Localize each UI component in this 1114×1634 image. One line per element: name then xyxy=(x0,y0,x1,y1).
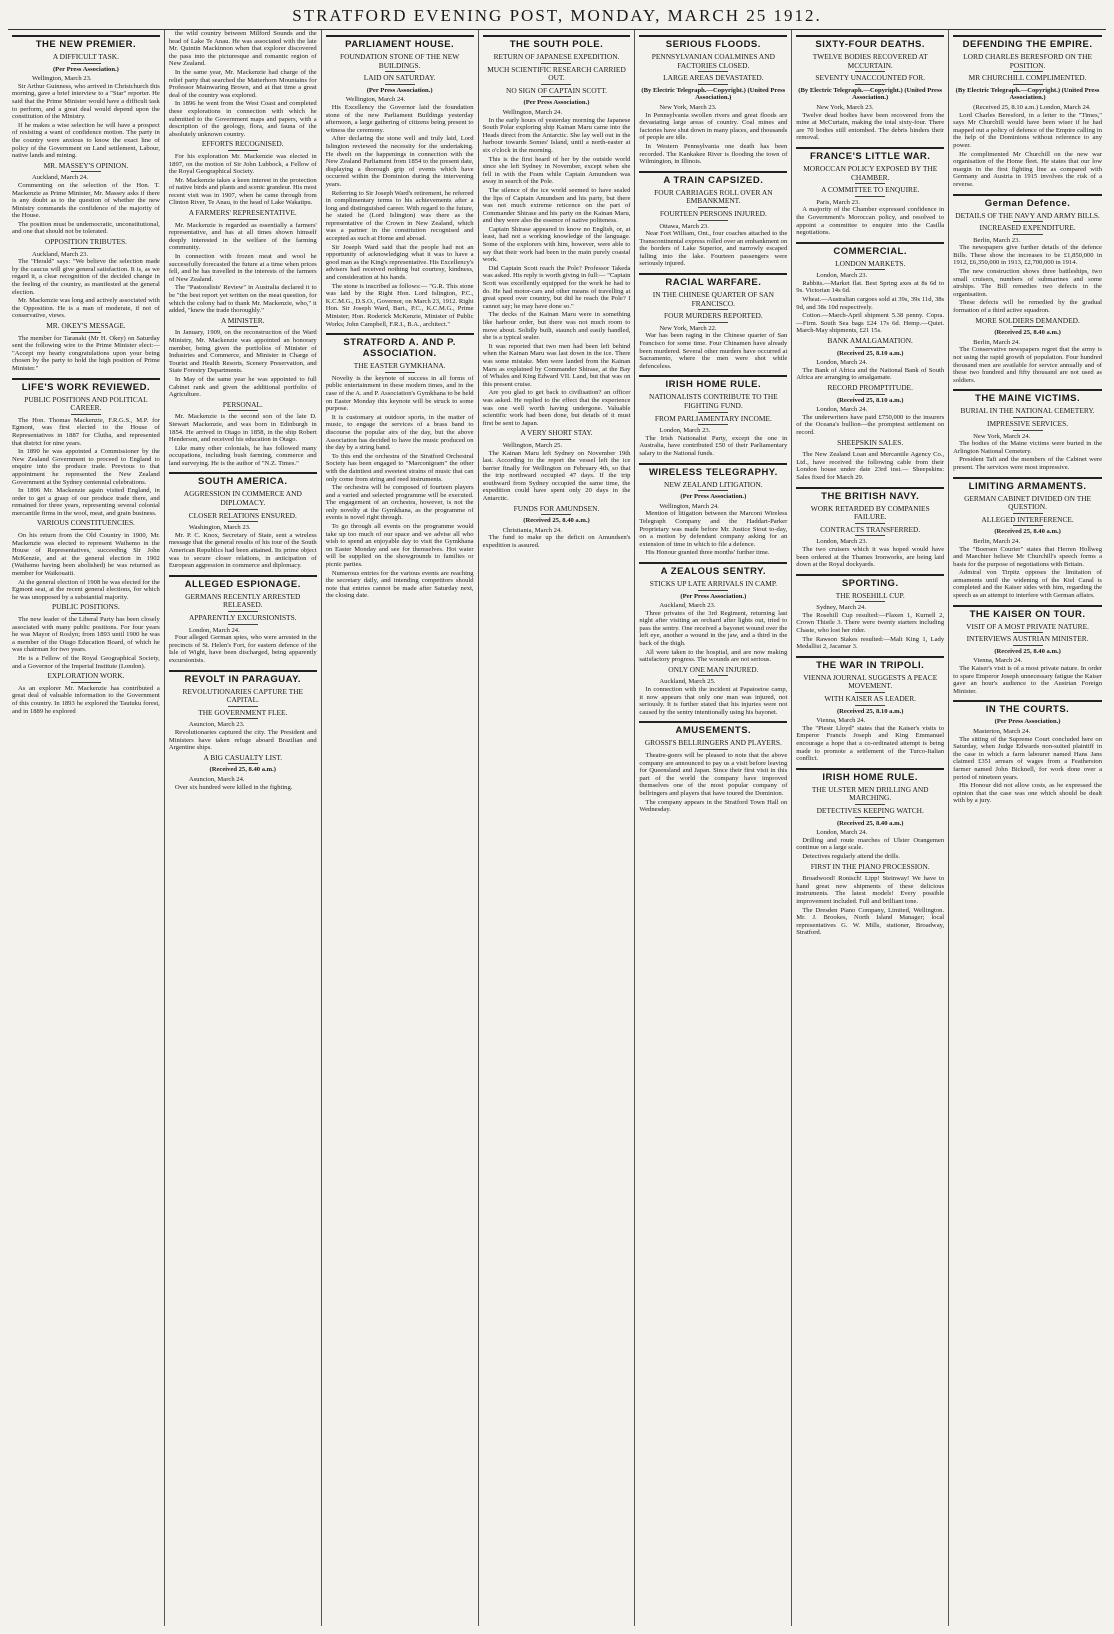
article-dateline: Wellington, March 24. xyxy=(502,108,563,116)
article-subheading: INCREASED EXPENDITURE. xyxy=(953,224,1102,235)
article-paragraph: The orchestra will be composed of fourteen players and a varied and selected programme will be executed. The engagement of an orchestra, however, is not the only novelty at the Gymkhana, as the programme of events is novel right through. xyxy=(325,484,474,522)
article xyxy=(169,754,317,791)
article xyxy=(12,519,160,601)
article-paragraph: Rabbits.—Market flat. Best Spring axes at 8s 6d to 9s. Victorian 14s 6d. xyxy=(796,279,945,295)
article xyxy=(12,672,160,715)
article-heading: REVOLT IN PARAGUAY. xyxy=(169,670,317,685)
article-byline: (Per Press Association.) xyxy=(680,493,747,501)
article-heading: IRISH HOME RULE. xyxy=(639,375,787,390)
article-paragraph: The member for Taranaki (Mr H. Okey) on Saturday sent the following wire to the Prime Minister elect:— "Accept my hearty congratulations upon your being chosen by the party to hold the high position of Prime Minister." xyxy=(12,334,160,372)
article-heading: THE KAISER ON TOUR. xyxy=(953,605,1102,620)
article-subheading: FIRST IN THE PIANO PROCESSION. xyxy=(796,863,944,874)
article xyxy=(169,670,317,752)
article-paragraph: Admiral von Tirpitz opposes the limitation of armaments until the widening of the Kiel Canal is completed and the Kaiser sides with him, regarding the speech as an attempt to interfere with German affairs. xyxy=(953,569,1102,600)
article-dateline: New York, March 23. xyxy=(816,103,874,111)
article-heading: SIXTY-FOUR DEATHS. xyxy=(796,35,944,50)
article-byline: (Per Press Association.) xyxy=(680,592,747,600)
column-6 xyxy=(792,30,949,1626)
article-subheading: TWELVE BODIES RECOVERED AT MCCURTAIN. xyxy=(796,53,944,72)
article-heading: AMUSEMENTS. xyxy=(639,721,787,736)
article-dateline: Paris, March 23. xyxy=(816,198,860,206)
article xyxy=(169,30,317,138)
article-paragraph: Sir Joseph Ward said that the people had not an opportunity of acknowledging what it was to have a good man as the King's representative. His Excellency's advisers had received nothing but courtesy, kindness, and consideration at his hands. xyxy=(325,243,474,282)
columns xyxy=(8,30,1106,1626)
article-byline: (Received 25, 8.40 a.m.) xyxy=(209,766,276,774)
article-dateline: Vienna, March 24. xyxy=(973,657,1023,665)
article-subheading: STICKS UP LATE ARRIVALS IN CAMP. xyxy=(639,580,787,591)
article-dateline: London, March 24. xyxy=(188,626,240,634)
article-dateline: Auckland, March 23. xyxy=(32,250,89,258)
article-paragraph: The New Zealand Loan and Mercantile Agency Co., Ltd., have received the following cable from their London house under date 23rd inst.— Sheepskins: Sales fixed for March 29. xyxy=(796,451,945,481)
article-byline: (By Electric Telegraph.—Copyright.) (United Press Association.) xyxy=(641,86,786,102)
article-dateline: London, March 24. xyxy=(816,406,868,414)
article xyxy=(796,35,944,142)
article-subheading: A FARMERS' REPRESENTATIVE. xyxy=(169,209,317,220)
article xyxy=(12,35,160,160)
article-paragraph: After declaring the stone well and truly laid, Lord Islington reviewed the necessity for the undertaking. He dwelt on the happenings in connection with the New Zealand Parliament from 1854 to the present date, displaying a thorough grip of events which have occurred within the Dominion during the intervening years. xyxy=(325,135,474,188)
article-paragraph: Over six hundred were killed in the fighting. xyxy=(174,783,293,791)
article-dateline: New York, March 23. xyxy=(659,103,717,111)
article xyxy=(953,477,1102,600)
article-paragraph: Broadwood! Ronisch! Lipp! Steinway! We have to hand great new shipments of these delicious instruments. The latest models! Every possible improvement included. Full and brilliant tone. xyxy=(796,875,945,905)
article-paragraph: Did Captain Scott reach the Pole? Professor Takeda was asked. His reply is worth giving in full:— "Captain Scott was excellently equipped for the work he had to do. He had motor-cars and other means of travelling at great speed over country, but did he reach the Pole? I cannot say; he may have done so." xyxy=(482,264,631,310)
article-heading: SPORTING. xyxy=(796,574,944,589)
article xyxy=(639,562,787,664)
article-heading: WIRELESS TELEGRAPHY. xyxy=(639,463,787,478)
masthead: STRATFORD EVENING POST, MONDAY, MARCH 25 1912. xyxy=(8,4,1106,30)
column-2 xyxy=(165,30,322,1626)
article-paragraph: Revolutionaries captured the city. The President and Ministers have taken refuge aboard Brazilian and Argentine ships. xyxy=(168,728,317,752)
article-subheading: MR. MASSEY'S OPINION. xyxy=(12,162,160,173)
article-dateline: Wellington, March 23. xyxy=(32,75,92,83)
article-paragraph: the wild country between Milford Sounds and the head of Lake Te Anau. He was associated with the late Mr. Quintin Mackinnon when that explorer discovered the pass into the picturesque and romantic region of New Zealand. xyxy=(168,30,317,68)
article-dateline: Wellington, March 24. xyxy=(345,96,406,104)
article-subheading: NATIONALISTS CONTRIBUTE TO THE FIGHTING FUND. xyxy=(639,393,787,412)
article xyxy=(483,505,631,550)
article-heading: A TRAIN CAPSIZED. xyxy=(639,171,787,186)
article-subheading: A MINISTER. xyxy=(169,317,317,328)
article-paragraph: All were taken to the hospital, and are now making satisfactory progress. The wounds are not serious. xyxy=(639,648,788,664)
article-paragraph: Mr. Mackenzie is the second son of the late D. Stewart Mackenzie, and was born in Edinburgh in 1854. He arrived in Otago in 1858, in the ship Robert Henderson, and received his education in Otago. xyxy=(168,413,317,444)
article-paragraph: At the general election of 1908 he was elected for the Egmont seat, at the recent general elections, for which he was unopposed by a substantial majority. xyxy=(12,578,160,601)
article xyxy=(639,273,787,370)
article-paragraph: The bodies of the Maine victims were buried in the Arlington National Cemetery. xyxy=(953,440,1102,455)
article-paragraph: A majority of the Chamber expressed confidence in the Government's Moroccan policy, and resolved to appoint a committee to enquire into the Casilla negotiations. xyxy=(796,206,945,237)
article-paragraph: The Dresden Piano Company, Limited, Wellington. Mr. J. Brookes, North Island Manager; local representatives G. W. Mills, stationer, Broadway, Stratford. xyxy=(796,906,945,937)
article xyxy=(953,194,1102,315)
article-paragraph: Theatre-goers will be pleased to note that the above company are announced to pay us a visit before leaving for Queensland and Japan. Since their first visit in this part of the world the company have improved themselves one of the most popular company of bellringers and players that have toured the Dominion. xyxy=(639,752,788,797)
article xyxy=(169,401,317,468)
article-paragraph: This is the first heard of her by the outside world since she left Sydney in November, except when she fell in with the Fram while Captain Amundsen was away in search of the Pole. xyxy=(482,155,631,186)
article-dateline: Auckland, March 23. xyxy=(659,602,716,610)
article-paragraph: The "Piestr Lloyd" states that the Kaiser's visits to Emperor Francis Joseph and King Emmanuel encourage a hope that a co-ordinated attempt is being made to promote a settlement of the Turco-Italian conflict. xyxy=(796,724,945,763)
article-dateline: London, March 24. xyxy=(816,359,868,367)
article-byline: (By Electric Telegraph.—Copyright.) (United Press Association.) xyxy=(955,86,1100,102)
article-paragraph: If he makes a wise selection he will have a prospect of resisting a want of confidence motion. The party in the country were anxious to know the exact line of policy of the Government on Land settlement, Labour, native lands and mining. xyxy=(12,121,160,160)
article-subheading: PERSONAL. xyxy=(169,401,317,412)
article xyxy=(953,700,1102,805)
article-heading: LIFE'S WORK REVIEWED. xyxy=(12,378,160,393)
article-paragraph: The silence of the ice world seemed to have sealed the lips of Captain Amundsen and his party, but there was not much extreme reticence on the part of Commander Shirase and his party on the Kainan Maru, and they were also the essence of native politeness. xyxy=(482,186,631,225)
article-subheading: BURIAL IN THE NATIONAL CEMETERY. xyxy=(953,407,1102,418)
article-paragraph: Wheat.—Australian cargoes sold at 39s, 39s 11d, 38s 9d, and 38s 10d respectively. xyxy=(796,296,945,311)
article-subheading: FOURTEEN PERSONS INJURED. xyxy=(639,210,787,221)
article-paragraph: His Honour did not allow costs, as he expressed the opinion that the case was one which should be dealt with by a jury. xyxy=(953,782,1102,805)
article xyxy=(169,472,317,569)
article-dateline: Wellington, March 25. xyxy=(502,441,563,449)
article-subheading: APPARENTLY EXCURSIONISTS. xyxy=(169,614,317,625)
article-dateline: Wellington, March 24. xyxy=(659,502,719,510)
article-subheading: GERMANS RECENTLY ARRESTED RELEASED. xyxy=(169,593,317,612)
article-paragraph: Novelty is the keynote of success in all forms of public entertainment in these modern times, and in the case of the A. and P. Association's Gymkhana to be held on Easter Monday this keynote will be struck to some purpose. xyxy=(325,374,474,413)
article xyxy=(169,575,317,665)
article-dateline: (Received 25, 8.10 a.m.) London, March 24. xyxy=(973,103,1091,111)
article-heading: German Defence. xyxy=(953,194,1102,209)
article-subheading: AGGRESSION IN COMMERCE AND DIPLOMACY. xyxy=(169,490,317,509)
article-subheading: MOROCCAN POLICY EXPOSED BY THE CHAMBER. xyxy=(796,165,944,184)
article xyxy=(796,574,944,651)
article-heading: STRATFORD A. AND P. ASSOCIATION. xyxy=(326,333,474,359)
article-subheading: LONDON MARKETS. xyxy=(796,260,944,271)
article xyxy=(169,140,317,207)
article-dateline: Berlin, March 23. xyxy=(973,236,1021,244)
article-paragraph: For his exploration Mr. Mackenzie was elected in 1897, on the motion of Sir John Lubbock, a Fellow of the Royal Geographical Society. xyxy=(168,152,317,176)
article xyxy=(953,389,1102,471)
article-subheading: CLOSER RELATIONS ENSURED. xyxy=(169,512,317,523)
article-heading: SERIOUS FLOODS. xyxy=(639,35,787,50)
article-paragraph: The "Pastoralists' Review" in Australia declared it to be "the best report yet written on the meat question, for which the colony had to thank Mr. Mackenzie, who," it added, "knew the trade thoroughly." xyxy=(168,284,317,315)
article-subheading: SHEEPSKIN SALES. xyxy=(796,439,944,450)
article-paragraph: The Rosehill Cup resulted:—Flaxen 1, Kurnell 2, Crown Thistle 3. There were twenty starters including Chaste, who lost her rider. xyxy=(796,611,945,635)
article-paragraph: Captain Shirase appeared to know no English, or, at least, had not a working knowledge of the language. Some of the explorers with him, however, were able to say that their work had been in the main purely coastal work. xyxy=(482,225,631,264)
article-paragraph: The Bank of Africa and the National Bank of South Africa are arranging to amalgamate. xyxy=(796,366,945,382)
article-paragraph: Cotton.—March-April shipment 5.38 penny. Copra.—Firm. South Sea bags £24 17s 6d. Hemp.—Quiet. March-May shipments, £21 15s. xyxy=(796,312,945,335)
article-subheading: INTERVIEWS AUSTRIAN MINISTER. xyxy=(953,635,1102,646)
article-subheading: SEVENTY UNACCOUNTED FOR. xyxy=(796,74,944,85)
article-subheading: A VERY SHORT STAY. xyxy=(483,429,631,440)
article xyxy=(639,666,787,717)
article-paragraph: Mention of litigation between the Marconi Wireless Telegraph Company and the Haddart-Parker Proprietary was made before Mr. Justice Stout to-day, on a motion by defendant company asking for an extension of time in which to file a defence. xyxy=(639,510,788,548)
article-dateline: Masterton, March 24. xyxy=(973,728,1031,735)
article-subheading: VIENNA JOURNAL SUGGESTS A PEACE MOVEMENT. xyxy=(796,674,944,693)
article-paragraph: The Kainan Maru left Sydney on November 19th last. According to the report the vessel left the ice barrier finally for Wellington on February 4th, so that the trip northward occupied 47 days. If the trip southward from Sydney occupied the same time, the expedition could have spent only 20 days in the Antarctic. xyxy=(482,449,631,503)
article-subheading: A DIFFICULT TASK. xyxy=(12,53,160,64)
article-subheading: FOUR CARRIAGES ROLL OVER AN EMBANKMENT. xyxy=(639,189,787,208)
article-paragraph: The "Herald" says: "We believe the selection made by the caucus will give general satisfaction. It is, as we regard it, a clear recognition of the decided change in the feeling of the country, as manifested at the general election. xyxy=(12,258,160,296)
article-subheading: FUNDS FOR AMUNDSEN. xyxy=(483,505,631,516)
article-subheading: VISIT OF A MOST PRIVATE NATURE. xyxy=(953,623,1102,634)
article-dateline: Washington, March 23. xyxy=(188,524,251,532)
article-paragraph: In Western Pennsylvania one death has been recorded. The Kankakee River is flooding the town of Wilmington, in Illinois. xyxy=(639,142,788,166)
article-subheading: RECORD PROMPTITUDE. xyxy=(796,384,944,395)
article xyxy=(796,487,944,569)
article-byline: (By Electric Telegraph.—Copyright.) (United Press Association.) xyxy=(798,86,943,102)
article-subheading: FOUR MURDERS REPORTED. xyxy=(639,312,787,323)
article xyxy=(483,429,631,502)
article xyxy=(169,209,317,315)
article-paragraph: In the early hours of yesterday morning the Japanese South Polar exploring ship Kainan Maru came into the Heads direct from the Antarctic. She lay well out in the harbour towards Somes' Island, until a north-easter at six o'clock in the morning. xyxy=(482,116,631,154)
article-paragraph: Referring to Sir Joseph Ward's retirement, he referred in complimentary terms to his achievements after a long and distinguished career. With regard to the future, he stated he (Lord Islington) was there as the representative of the Crown in New Zealand, which was a partner in the constitution recognised and accepted as such at Home and abroad. xyxy=(325,189,474,243)
article-subheading: FOUNDATION STONE OF THE NEW BUILDINGS. xyxy=(326,53,474,72)
article-heading: LIMITING ARMAMENTS. xyxy=(953,477,1102,492)
article-paragraph: The sitting of the Supreme Court concluded here on Saturday, when Judge Edwards non-suited plaintiff in the case in which a farm labourer named Hans Jans claimed £351 arrears of wages from a Featherston farmer named John Bicknell, for work done over a period of nineteen years. xyxy=(953,735,1102,781)
article-byline: (Received 25, 8.40 a.m.) xyxy=(994,528,1061,536)
article-dateline: Berlin, March 24. xyxy=(973,338,1021,346)
article-paragraph: His Honour granted three months' further time. xyxy=(645,549,770,557)
article-byline: (Received 25, 8.10 a.m.) xyxy=(836,396,904,404)
article xyxy=(639,463,787,557)
article-subheading: PUBLIC POSITIONS. xyxy=(12,603,160,614)
article-subheading: LAID ON SATURDAY. xyxy=(326,74,474,85)
article-paragraph: On his return from the Old Country in 1900, Mr. Mackenzie was elected to represent Waihemo in the House of Representatives, succeeding Sir John McKenzie, and at the general election in 1902 (Waihemo having been abolished) he was returned as member for Waikouaiti. xyxy=(12,532,160,578)
article-subheading: PENNSYLVANIAN COALMINES AND FACTORIES CLOSED. xyxy=(639,53,787,72)
article-paragraph: The newspapers give further details of the defence Bills. These show the increases to be £1,850,000 in 1912, £6,350,000 in 1913, £2,700,000 in 1914. xyxy=(953,244,1102,267)
article-subheading: MR CHURCHILL COMPLIMENTED. xyxy=(953,74,1102,85)
article-dateline: New York, March 22. xyxy=(659,324,717,332)
article-heading: THE BRITISH NAVY. xyxy=(796,487,944,502)
article-heading: THE NEW PREMIER. xyxy=(12,35,160,50)
article xyxy=(639,721,787,813)
article xyxy=(953,35,1102,189)
article-paragraph: President Taft and the members of the Cabinet were present. The services were most impressive. xyxy=(953,456,1102,471)
article-subheading: BANK AMALGAMATION. xyxy=(796,337,944,348)
article-paragraph: The Rawson Stakes resulted:—Malt King 1, Lady Medallist 2, Jacamar 3. xyxy=(796,635,945,651)
article-paragraph: To this end the orchestra of the Stratford Orchestral Society has been engaged to "Marconigram" the other with the daintiest and sweetest strains of music that can only come from string and reed instruments. xyxy=(325,452,474,483)
article-paragraph: Mr. Mackenzie is regarded as essentially a farmers' representative, and has at all times shown himself deeply interested in the welfare of the farming community. xyxy=(168,221,317,252)
article-dateline: New York, March 24. xyxy=(973,432,1031,440)
article-dateline: London, March 24. xyxy=(816,829,868,837)
article-byline: (Per Press Association.) xyxy=(994,718,1061,726)
article-paragraph: Are you glad to get back to civilisation? an officer was asked. He replied to the effect that the experience was one well worth having undergone. Valuable scientific work had been done, but details of it must first be sent to Japan. xyxy=(482,389,631,427)
article-paragraph: It was reported that two men had been left behind when the Kainan Maru was last down in the ice. There was some mistake. Men were landed from the Kainan Maru as explained by Commander Shirase, at the Bay of Whales and King Edward VII. Land, but that was on this present cruise. xyxy=(482,342,631,388)
article-paragraph: Three privates of the 3rd Regiment, returning last night after visiting an orchard after lights out, tried to pass the sentry. One received a bayonet wound over the left eye, another a wound in the jaw, and a third in the back of the thigh. xyxy=(639,609,788,648)
article-dateline: London, March 23. xyxy=(816,538,868,546)
article-dateline: London, March 23. xyxy=(659,427,711,435)
article-subheading: REVOLUTIONARIES CAPTURE THE CAPITAL. xyxy=(169,688,317,707)
article xyxy=(639,35,787,166)
article-dateline: Ottawa, March 23. xyxy=(659,222,709,230)
article-paragraph: The Irish Nationalist Party, except the one in Australia, have contributed £50 of their Parliamentary salary to the National funds. xyxy=(639,434,788,457)
article xyxy=(796,863,944,937)
article-subheading: THE EASTER GYMKHANA. xyxy=(326,362,474,373)
article-paragraph: The Conservative newspapers regret that the army is not using the rapid growth of population. Four hundred thousand men are available for service annually and of these two hundred and fifty thousand are not used as soldiers. xyxy=(953,346,1102,384)
article xyxy=(796,147,944,237)
article-paragraph: Lord Charles Beresford, in a letter to the "Times," says Mr Churchill would have been wiser if he had mapped out a policy of defence of the Empire calling in the help of the Dominions without reference to any power. xyxy=(953,111,1102,149)
article-subheading: VARIOUS CONSTITUENCIES. xyxy=(12,519,160,530)
article-paragraph: In connection with the incident at Papatoetoe camp, it now appears that only one man was injured, not seriously. It is further stated that his injuries were not caused by the sentry intentionally using his bayonet. xyxy=(639,686,788,716)
article-heading: THE MAINE VICTIMS. xyxy=(953,389,1102,404)
article-heading: THE SOUTH POLE. xyxy=(483,35,631,50)
article-subheading: GROSSI'S BELLRINGERS AND PLAYERS. xyxy=(639,739,787,750)
article-paragraph: In 1896 Mr. Mackenzie again visited England, in order to get a grasp of our produce trade there, and remained for three years, representing several colonial mercantile firms in the wool, meat, and grain business. xyxy=(12,487,160,517)
article-paragraph: War has been raging in the Chinese quarter of San Francisco for some time. Four Chinamen have already been murdered. Several other murders have occurred at Sacramento, where the men were shot while defenceless. xyxy=(639,332,788,370)
article-heading: A ZEALOUS SENTRY. xyxy=(639,562,787,577)
article xyxy=(483,35,631,427)
column-7 xyxy=(949,30,1106,1626)
article-paragraph: It is customary at outdoor sports, in the matter of music, to engage the services of a brass band to discourse the popular airs of the day, but the above Association has decided to have the music produced on the day by a string band. xyxy=(325,413,474,452)
article-paragraph: Commenting on the selection of the Hon. T. Mackenzie as Prime Minister, Mr. Massey asks if there is any doubt as to the question of whether the new Ministry commands the confidence of the majority of the House. xyxy=(12,181,160,220)
article-subheading: LARGE AREAS DEVASTATED. xyxy=(639,74,787,85)
article-dateline: Auckland, March 24. xyxy=(32,174,89,182)
article-heading: ALLEGED ESPIONAGE. xyxy=(169,575,317,590)
article xyxy=(12,603,160,670)
article-paragraph: Four alleged German spies, who were arrested in the precincts of St. Helen's Fort, for eastern defence of the Isle of Wight, have been discharged, being apparently excursionists. xyxy=(168,634,317,664)
article-paragraph: The Hon. Thomas Mackenzie, F.R.G.S., M.P. for Egmont, was first elected to the House of Representatives in 1887 for Clutha, and represented that district for nine years. xyxy=(12,416,160,447)
article-paragraph: The company appears in the Stratford Town Hall on Wednesday. xyxy=(639,798,788,814)
article-subheading: NEW ZEALAND LITIGATION. xyxy=(639,481,787,492)
article-byline: (Received 25, 8.10 a.m.) xyxy=(836,707,904,715)
article-paragraph: The Kaiser's visit is of a most private nature. In order to spare Emperor Joseph unnecessary fatigue the Kaiser gave an hour's audience to the Austrian Foreign Minister. xyxy=(953,665,1102,695)
article-paragraph: Mr. Mackenzie was long and actively associated with the Opposition. He is a man of moderate, if not of conservative, views. xyxy=(12,297,160,320)
article xyxy=(796,337,944,382)
article-dateline: Sydney, March 24. xyxy=(816,604,867,612)
article-subheading: CONTRACTS TRANSFERRED. xyxy=(796,526,944,537)
article-byline: (Received 25, 8.40 a.m.) xyxy=(523,517,590,525)
article xyxy=(326,35,474,328)
column-1 xyxy=(8,30,165,1626)
article-subheading: RETURN OF JAPANESE EXPEDITION. xyxy=(483,53,631,64)
article-subheading: MR. OKEY'S MESSAGE. xyxy=(12,322,160,333)
article-dateline: Vienna, March 24. xyxy=(816,717,866,725)
article-paragraph: Drilling and route marches of Ulster Orangemen continue on a large scale. xyxy=(796,836,945,852)
article-paragraph: As an explorer Mr. Mackenzie has contributed a great deal of valuable information to the Government of this country. In 1893 he explored the Tautuku forest, and in 1889 he explored xyxy=(12,684,160,715)
article-heading: DEFENDING THE EMPIRE. xyxy=(953,35,1102,50)
article-paragraph: The position must be undemocratic, unconstitutional, and one that should not be tolerated. xyxy=(12,220,160,236)
article-subheading: DETAILS OF THE NAVY AND ARMY BILLS. xyxy=(953,212,1102,223)
column-5 xyxy=(635,30,792,1626)
article-byline: (Received 25, 8.40 a.m.) xyxy=(994,329,1061,337)
article-paragraph: The stone is inscribed as follows:— "G.R. This stone was laid by the Right Hon. Lord Islington, P.C., K.C.M.G., D.S.O., Governor, on March 23, 1912. Right Hon. Sir Joseph Ward, Bart., P.C., K.C.M.G., Prime Minister; Hon. Roderick McKenzie, Minister of Public Works; John Campbell, F.R.I., B.A., architect." xyxy=(325,282,474,328)
article-subheading: PUBLIC POSITIONS AND POLITICAL CAREER. xyxy=(12,396,160,415)
article-subheading: A BIG CASUALTY LIST. xyxy=(169,754,317,765)
article-dateline: London, March 23. xyxy=(816,272,868,280)
article-paragraph: In 1890 he was appointed a Commissioner by the New Zealand Government to proceed to England to enquire into the produce trade. Previous to that appointment he represented the New Zealand Government at the Sydney centennial celebrations. xyxy=(12,448,160,486)
article xyxy=(12,322,160,373)
article xyxy=(796,656,944,763)
article-dateline: Asuncion, March 23. xyxy=(188,721,245,729)
article-paragraph: His Excellency the Governor laid the foundation stone of the new Parliament Buildings yesterday afternoon, a large gathering of citizens being present to witness the ceremony. xyxy=(325,103,474,134)
article-paragraph: Numerous entries for the various events are reaching the secretary daily, and intending competitors should note that entries cannot be made after Saturday next, the closing date. xyxy=(325,569,474,600)
article-heading: THE WAR IN TRIPOLI. xyxy=(796,656,944,671)
column-3 xyxy=(322,30,479,1626)
article xyxy=(796,384,944,437)
article-byline: (Received 25, 8.40 a.m.) xyxy=(994,647,1061,655)
article-paragraph: Mr. Mackenzie takes a keen interest in the protection of native birds and plants and scenic grandeur. His most recent visit was in 1907, when he came through from Clinton River, Te Anau, to the head of Lake Wakatipu. xyxy=(168,176,317,207)
article-dateline: Auckland, March 25. xyxy=(659,678,716,686)
article-paragraph: He complimented Mr Churchill on the new war organisation of the Home fleet. He states that our low margin in the first fighting line as compared with Germany and Austria in 1915 involves the risk of a reverse. xyxy=(953,150,1102,188)
article-subheading: MUCH SCIENTIFIC RESEARCH CARRIED OUT. xyxy=(483,66,631,85)
article xyxy=(12,162,160,236)
article-paragraph: The new leader of the Liberal Party has been closely associated with many public positions. For four years he was Mayor of Roslyn; from 1893 until 1900 he was a member of the Otago Education Board, of which he was chairman for two years. xyxy=(12,616,160,654)
article-subheading: GERMAN CABINET DIVIDED ON THE QUESTION. xyxy=(953,495,1102,514)
article xyxy=(639,375,787,457)
article-paragraph: Like many other colonials, he has followed many occupations, including bush farming, commerce and land surveying. He is the author of "N.Z. Times." xyxy=(168,444,317,467)
article-subheading: WITH KAISER AS LEADER. xyxy=(796,695,944,706)
article-subheading: THE ULSTER MEN DRILLING AND MARCHING. xyxy=(796,786,944,805)
article-heading: IN THE COURTS. xyxy=(953,700,1102,715)
article-byline: (Per Press Association.) xyxy=(366,86,433,94)
article-subheading: IMPRESSIVE SERVICES. xyxy=(953,420,1102,431)
article-heading: SOUTH AMERICA. xyxy=(169,472,317,487)
article xyxy=(953,605,1102,696)
article-subheading: LORD CHARLES BERESFORD ON THE POSITION. xyxy=(953,53,1102,72)
article-byline: (Received 25, 8.40 a.m.) xyxy=(836,819,904,827)
article-subheading: THE ROSEHILL CUP. xyxy=(796,592,944,603)
article xyxy=(639,171,787,268)
article-paragraph: In January, 1909, on the reconstruction of the Ward Ministry, Mr. Mackenzie was appointed an honorary member, being given the portfolios of Minister of Industries and Commerce, and Minister in Charge of Tourist and Health Resorts, Scenery Preservation, and State Forestry Departments. xyxy=(168,329,317,375)
article xyxy=(796,242,944,335)
article-paragraph: To go through all events on the programme would take up too much of our space and we advise all who wish to spend an enjoyable day to visit the Gymkhana on Easter Monday and see for themselves. Hot water will be supplied on the showgrounds to families or picnic parties. xyxy=(325,523,474,569)
article-subheading: DETECTIVES KEEPING WATCH. xyxy=(796,807,944,818)
article-paragraph: Twelve dead bodies have been recovered from the mine at McCurtain, making the total sixty-four. There are 70 bodies still entombed. The debris hinders their removal. xyxy=(796,111,945,142)
article xyxy=(12,378,160,518)
article-paragraph: Sir Arthur Guinness, who arrived in Christchurch this morning, gave a brief interview to a "Star" reporter. He said that the Prime Minister would have a difficult task to perform, and a great deal would depend upon the constitution of the Ministry. xyxy=(12,82,160,121)
article-byline: (Per Press Association.) xyxy=(523,99,590,107)
article-paragraph: In Pennsylvania swollen rivers and great floods are devastating large areas of country. Coal mines and factories have shut down in many places, and thousands of people are idle. xyxy=(639,111,788,142)
article xyxy=(12,238,160,320)
article-subheading: ALLEGED INTERFERENCE. xyxy=(953,516,1102,527)
article-subheading: IN THE CHINESE QUARTER OF SAN FRANCISCO. xyxy=(639,291,787,310)
article-paragraph: The underwriters have paid £750,000 to the insurers of the Oceana's bullion—the promptest settlement on record. xyxy=(796,413,945,436)
article-heading: FRANCE'S LITTLE WAR. xyxy=(796,147,944,162)
article-byline: (Per Press Association.) xyxy=(52,65,119,73)
article xyxy=(796,768,944,861)
article-dateline: Berlin, March 24. xyxy=(973,537,1021,545)
article-dateline: Christiania, March 24. xyxy=(502,526,562,534)
article-paragraph: In May of the same year he was appointed to full Cabinet rank and given the additional portfolio of Agriculture. xyxy=(168,375,317,399)
article xyxy=(326,333,474,600)
article-paragraph: In 1896 he went from the West Coast and completed these explorations in connection with which he submitted to the Government maps and papers, with a description of the geology, flora, and fauna of the absolutely unknown country. xyxy=(168,100,317,138)
column-4 xyxy=(479,30,636,1626)
article-subheading: MORE SOLDIERS DEMANDED. xyxy=(953,317,1102,328)
article-paragraph: The decks of the Kainan Maru were in something like harbour order, but there was not much room to move about. Solidly built, staunch and easily handled, she is a typical sealer. xyxy=(482,311,631,342)
article-byline: (Received 25, 8.10 a.m.) xyxy=(836,349,904,357)
article-dateline: Asuncion, March 24. xyxy=(188,775,245,783)
article-paragraph: The two cruisers which it was hoped would have been ordered at the Thames Ironworks, are being laid down at the Royal dockyards. xyxy=(796,545,945,569)
article xyxy=(796,439,944,482)
article-paragraph: The "Boersen Courier" states that Herren Hollweg and Maechter believe Mr Churchill's speech forms a basis for the purpose of negotiations with Britain. xyxy=(953,545,1102,568)
article-paragraph: Detectives regularly attend the drills. xyxy=(802,852,900,860)
article xyxy=(953,317,1102,385)
article-paragraph: The fund to make up the deficit on Amundsen's expedition is assured. xyxy=(482,534,631,550)
article-heading: IRISH HOME RULE. xyxy=(796,768,944,783)
article-paragraph: He is a Fellow of the Royal Geographical Society, and a Governor of the Imperial Institute (London). xyxy=(12,654,160,670)
article-heading: RACIAL WARFARE. xyxy=(639,273,787,288)
article-subheading: NO SIGN OF CAPTAIN SCOTT. xyxy=(483,87,631,98)
article-subheading: OPPOSITION TRIBUTES. xyxy=(12,238,160,249)
article-subheading: WORK RETARDED BY COMPANIES FAILURE. xyxy=(796,505,944,524)
article-subheading: ONLY ONE MAN INJURED. xyxy=(639,666,787,677)
article xyxy=(169,317,317,399)
article-subheading: THE GOVERNMENT FLEE. xyxy=(169,709,317,720)
article-paragraph: The new construction shows three battleships, two small cruisers, numbers of submarines and some airships. The Bill remedies two defects in the organisation. xyxy=(953,268,1102,298)
article-paragraph: These defects will be remedied by the gradual formation of a third active squadron. xyxy=(953,299,1102,315)
article-subheading: A COMMITTEE TO ENQUIRE. xyxy=(796,186,944,197)
article-paragraph: In connection with frozen meat and wool he successfully forecasted the future at a time when prices fell, and he has travelled in the interests of the farmers of New Zealand. xyxy=(168,253,317,283)
article-paragraph: Mr. P. C. Knox, Secretary of State, sent a wireless message that the general results of his tour of the South American Republics had been attained. Its prime object was to secure closer relations, in anticipation of European aggression in commerce and diplomacy. xyxy=(168,531,317,570)
article-subheading: FROM PARLIAMENTARY INCOME. xyxy=(639,415,787,426)
article-heading: PARLIAMENT HOUSE. xyxy=(326,35,474,50)
article-paragraph: Near Fort William, Ont., four coaches attached to the Transcontinental express rolled over an embankment on the borders of Lake Superior, and narrowly escaped falling into the lake. Fourteen passengers were seriously injured. xyxy=(639,230,788,268)
article-subheading: EXPLORATION WORK. xyxy=(12,672,160,683)
article-heading: COMMERCIAL. xyxy=(796,242,944,257)
article-paragraph: In the same year, Mr. Mackenzie had charge of the relief party that searched the Matterhorn Mountains for Professor Mainwaring Brown, and at that time a great deal of the country was explored. xyxy=(168,68,317,99)
article-subheading: EFFORTS RECOGNISED. xyxy=(169,140,317,151)
